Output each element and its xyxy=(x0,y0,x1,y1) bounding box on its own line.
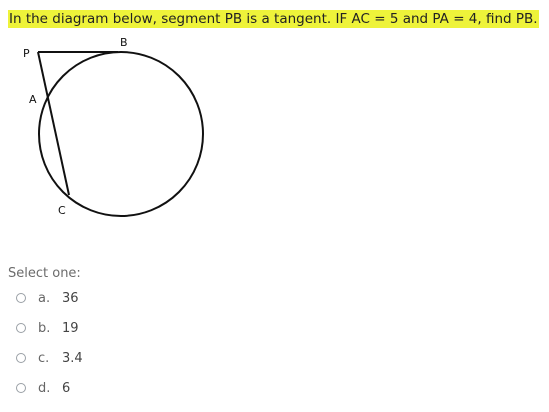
radio-button[interactable] xyxy=(16,323,26,333)
select-one-label: Select one: xyxy=(8,266,81,281)
option-value: 36 xyxy=(62,290,79,306)
option-letter: a. xyxy=(38,290,51,306)
option-a[interactable] xyxy=(16,288,79,308)
label-p: P xyxy=(23,47,30,60)
label-c: C xyxy=(58,204,66,217)
option-b[interactable] xyxy=(16,318,79,338)
question-text: In the diagram below, segment PB is a tangent. IF AC = 5 and PA = 4, find PB. xyxy=(9,11,538,27)
option-letter: d. xyxy=(38,380,51,396)
option-d[interactable] xyxy=(16,378,70,398)
label-b: B xyxy=(120,36,128,49)
geometry-diagram xyxy=(16,34,216,224)
circle xyxy=(39,52,203,216)
option-value: 19 xyxy=(62,320,79,336)
option-c[interactable] xyxy=(16,348,83,368)
option-value: 3.4 xyxy=(62,350,83,366)
radio-button[interactable] xyxy=(16,353,26,363)
radio-button[interactable] xyxy=(16,293,26,303)
diagram-svg xyxy=(16,34,216,224)
option-letter: b. xyxy=(38,320,51,336)
option-letter: c. xyxy=(38,350,50,366)
radio-button[interactable] xyxy=(16,383,26,393)
label-a: A xyxy=(29,93,37,106)
option-value: 6 xyxy=(62,380,71,396)
